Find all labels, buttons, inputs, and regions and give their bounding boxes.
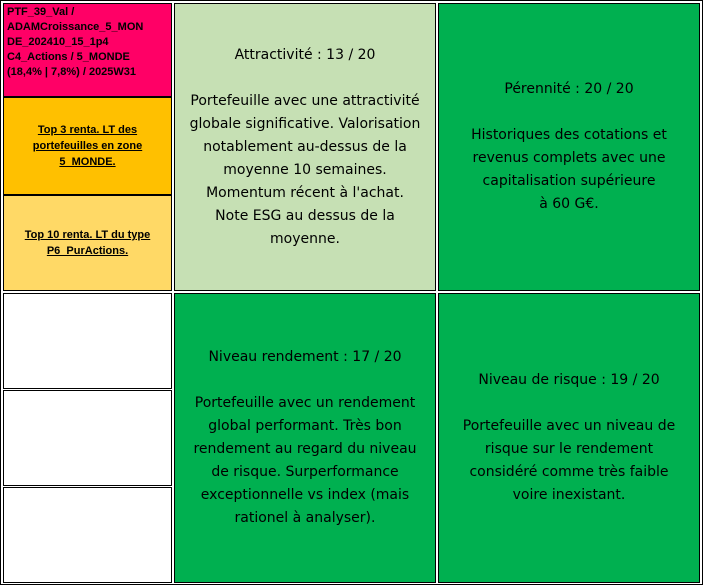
empty-cell [3,487,172,583]
top10-cell [3,195,172,291]
attractivite-line: Note ESG au dessus de la [215,207,395,224]
attractivite-line: notablement au-dessus de la [203,138,407,155]
portfolio-line: DE_202410_15_1p4 [7,36,109,48]
attractivite-title: Attractivité : 13 / 20 [234,46,376,63]
rendement-line: de risque. Surperformance [211,464,399,480]
top10-line: P6_PurActions. [46,245,129,257]
attractivite-line: Momentum récent à l'achat. [206,184,404,201]
attractivite-line: moyenne 10 semaines. [223,161,387,178]
rendement-line: Portefeuille avec un rendement [194,395,416,411]
risque-title: Niveau de risque : 19 / 20 [478,372,660,388]
perennite-title: Pérennité : 20 / 20 [504,81,634,97]
attractivite-panel [174,3,436,291]
rendement-line: rationel à analyser). [234,510,376,526]
perennite-panel [438,3,700,291]
rendement-line: exceptionnelle vs index (mais [200,487,410,503]
top3-cell [3,97,172,195]
attractivite-line: globale significative. Valorisation [189,115,421,132]
top3-line: 5_MONDE. [59,156,116,168]
portfolio-line: ADAMCroissance_5_MON [7,21,144,33]
empty-cell [3,293,172,389]
portfolio-line: PTF_39_Val / [7,6,75,18]
rendement-title: Niveau rendement : 17 / 20 [208,349,402,365]
perennite-line: à 60 G€. [539,196,599,212]
portfolio-line: C4_Actions / 5_MONDE [7,51,130,63]
rendement-line: rendement au regard du niveau [193,441,417,457]
rendement-panel [174,293,436,583]
top3-line: Top 3 renta. LT des [37,124,138,136]
perennite-line: capitalisation supérieure [482,173,656,189]
risque-line: voire inexistant. [512,487,626,503]
risque-line: considéré comme très faible [469,464,669,480]
top3-line: portefeuilles en zone [32,140,143,152]
attractivite-line: moyenne. [270,230,340,247]
empty-cell [3,390,172,486]
risque-panel [438,293,700,583]
portfolio-id-cell [3,3,172,97]
perennite-line: Historiques des cotations et [471,127,667,143]
portfolio-line: (18,4% | 7,8%) / 2025W31 [7,66,137,78]
rendement-line: global performant. Très bon [208,418,402,434]
perennite-line: revenus complets avec une [472,150,666,166]
risque-line: risque sur le rendement [484,441,654,457]
risque-line: Portefeuille avec un niveau de [462,418,676,434]
top10-line: Top 10 renta. LT du type [24,229,151,241]
attractivite-line: Portefeuille avec une attractivité [190,92,420,109]
